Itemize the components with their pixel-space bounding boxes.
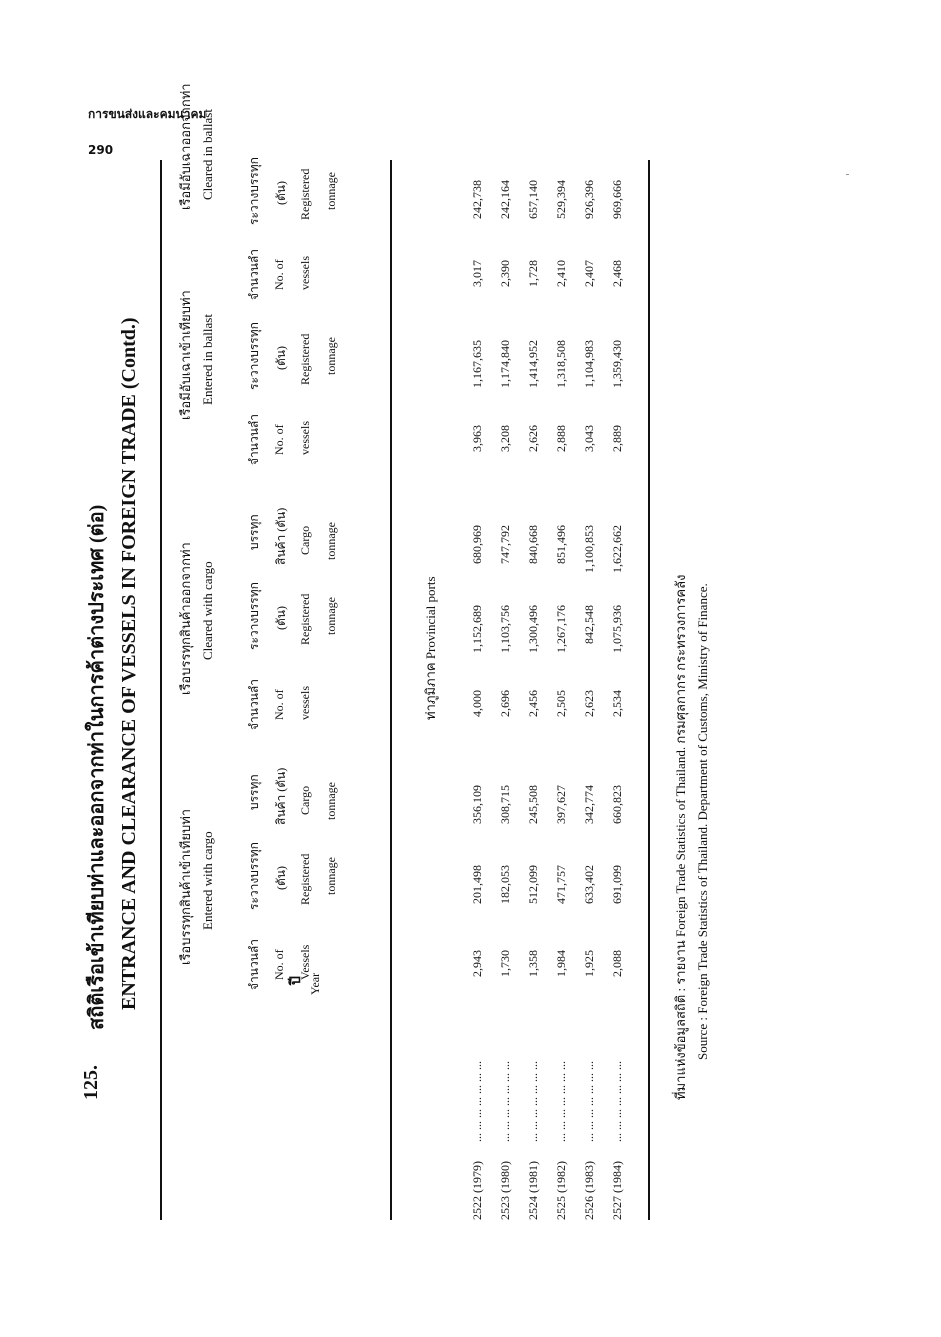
section-header: การขนส่งและคมนาคม bbox=[88, 107, 207, 121]
col-ton-thai-4: (ตัน) bbox=[274, 181, 288, 205]
cell-value: 3,043 bbox=[582, 425, 596, 452]
top-rule bbox=[160, 160, 162, 1220]
cell-value: 2,626 bbox=[526, 425, 540, 452]
col-vessels-1: Vessels bbox=[298, 944, 312, 980]
cell-value: 2,390 bbox=[498, 260, 512, 287]
cell-value: 840,668 bbox=[526, 525, 540, 564]
col-ton-thai-2: (ตัน) bbox=[274, 606, 288, 630]
row-year: 2523 (1980) bbox=[498, 1161, 512, 1220]
group-header-english-3: Entered in ballast bbox=[200, 314, 215, 405]
col-cargo-2: Cargo bbox=[298, 525, 312, 555]
cell-value: 747,792 bbox=[498, 525, 512, 564]
cell-value: 969,666 bbox=[610, 180, 624, 219]
col-count-thai-4: จำนวนลำ bbox=[247, 248, 261, 300]
cell-value: 1,414,952 bbox=[526, 340, 540, 388]
col-cargo-ton-thai-2: สินค้า (ตัน) bbox=[274, 507, 288, 565]
cell-value: 926,396 bbox=[582, 180, 596, 219]
table-number: 125. bbox=[80, 1065, 102, 1100]
cell-value: 1,622,662 bbox=[610, 525, 624, 573]
bottom-rule bbox=[648, 160, 650, 1220]
cell-value: 2,943 bbox=[470, 950, 484, 977]
col-cargo-thai-2: บรรทุก bbox=[247, 514, 261, 550]
cell-value: 2,623 bbox=[582, 690, 596, 717]
cell-value: 201,498 bbox=[470, 865, 484, 904]
row-leader-dots: ... ... ... ... ... ... ... bbox=[554, 1061, 568, 1142]
cell-value: 1,152,689 bbox=[470, 605, 484, 653]
col-tonnage-4: tonnage bbox=[324, 172, 338, 210]
cell-value: 657,140 bbox=[526, 180, 540, 219]
col-cargo-thai-1: บรรทุก bbox=[247, 774, 261, 810]
cell-value: 512,099 bbox=[526, 865, 540, 904]
page-number: 290 bbox=[88, 143, 114, 157]
cell-value: 308,715 bbox=[498, 785, 512, 824]
cell-value: 2,410 bbox=[554, 260, 568, 287]
col-registered-thai-4: ระวางบรรทุก bbox=[247, 157, 261, 225]
cell-value: 3,208 bbox=[498, 425, 512, 452]
cell-value: 2,468 bbox=[610, 260, 624, 287]
row-leader-dots: ... ... ... ... ... ... ... bbox=[470, 1061, 484, 1142]
cell-value: 691,099 bbox=[610, 865, 624, 904]
cell-value: 1,075,936 bbox=[610, 605, 624, 653]
year-header-thai: ปี bbox=[289, 976, 304, 985]
cell-value: 1,984 bbox=[554, 950, 568, 977]
table-title-english: ENTRANCE AND CLEARANCE OF VESSELS IN FOREIGN TRADE (Contd.) bbox=[118, 317, 140, 1010]
row-year: 2526 (1983) bbox=[582, 1161, 596, 1220]
table-title-thai: สถิติเรือเข้าเทียบท่าและออกจากท่าในการค้าต่างประเทศ (ต่อ) bbox=[86, 504, 108, 1030]
row-leader-dots: ... ... ... ... ... ... ... bbox=[582, 1061, 596, 1142]
source-thai: ที่มาแห่งข้อมูลสถิติ : รายงาน Foreign Trade Statistics of Thailand. กรมศุลกากร กระทรวงการคลัง bbox=[673, 574, 688, 1100]
row-year: 2525 (1982) bbox=[554, 1161, 568, 1220]
cell-value: 1,100,853 bbox=[582, 525, 596, 573]
cell-value: 1,104,983 bbox=[582, 340, 596, 388]
col-registered-1: Registered bbox=[298, 853, 312, 905]
header-rule bbox=[390, 160, 392, 1220]
cell-value: 397,627 bbox=[554, 785, 568, 824]
col-vessels-3: vessels bbox=[298, 421, 312, 455]
col-registered-2: Registered bbox=[298, 593, 312, 645]
group-header-english-1: Entered with cargo bbox=[200, 831, 215, 930]
cell-value: 4,000 bbox=[470, 690, 484, 717]
section-label: ท่าภูมิภาค Provincial ports bbox=[423, 576, 438, 720]
cell-value: 633,402 bbox=[582, 865, 596, 904]
col-no-of-4: No. of bbox=[272, 259, 286, 290]
col-tonnage-cargo-1: tonnage bbox=[324, 782, 338, 820]
cell-value: 1,925 bbox=[582, 950, 596, 977]
group-header-thai-1: เรือบรรทุกสินค้าเข้าเทียบท่า bbox=[178, 808, 193, 965]
cell-value: 842,548 bbox=[582, 605, 596, 644]
row-year: 2522 (1979) bbox=[470, 1161, 484, 1220]
col-registered-3: Registered bbox=[298, 333, 312, 385]
cell-value: 182,053 bbox=[498, 865, 512, 904]
row-leader-dots: ... ... ... ... ... ... ... bbox=[498, 1061, 512, 1142]
year-header-english: Year bbox=[308, 972, 322, 995]
col-registered-4: Registered bbox=[298, 168, 312, 220]
row-year: 2524 (1981) bbox=[526, 1161, 540, 1220]
col-tonnage-2: tonnage bbox=[324, 597, 338, 635]
col-count-thai-1: จำนวนลำ bbox=[247, 938, 261, 990]
cell-value: 245,508 bbox=[526, 785, 540, 824]
group-header-thai-2: เรือบรรทุกสินค้าออกจากท่า bbox=[178, 542, 193, 695]
cell-value: 1,728 bbox=[526, 260, 540, 287]
cell-value: 1,267,176 bbox=[554, 605, 568, 653]
col-no-of-1: No. of bbox=[272, 949, 286, 980]
col-ton-thai-3: (ตัน) bbox=[274, 346, 288, 370]
col-count-thai-2: จำนวนลำ bbox=[247, 678, 261, 730]
cell-value: 2,407 bbox=[582, 260, 596, 287]
col-no-of-3: No. of bbox=[272, 424, 286, 455]
cell-value: 851,496 bbox=[554, 525, 568, 564]
col-registered-thai-2: ระวางบรรทุก bbox=[247, 582, 261, 650]
source-english: Source : Foreign Trade Statistics of Thailand. Department of Customs, Ministry of Finance. bbox=[695, 583, 710, 1060]
row-leader-dots: ... ... ... ... ... ... ... bbox=[526, 1061, 540, 1142]
col-registered-thai-3: ระวางบรรทุก bbox=[247, 322, 261, 390]
cell-value: 2,889 bbox=[610, 425, 624, 452]
cell-value: 529,394 bbox=[554, 180, 568, 219]
scan-speck bbox=[846, 174, 849, 175]
cell-value: 1,318,508 bbox=[554, 340, 568, 388]
col-tonnage-3: tonnage bbox=[324, 337, 338, 375]
cell-value: 356,109 bbox=[470, 785, 484, 824]
cell-value: 1,167,635 bbox=[470, 340, 484, 388]
col-no-of-2: No. of bbox=[272, 689, 286, 720]
cell-value: 1,174,840 bbox=[498, 340, 512, 388]
cell-value: 1,358 bbox=[526, 950, 540, 977]
cell-value: 660,823 bbox=[610, 785, 624, 824]
cell-value: 1,103,756 bbox=[498, 605, 512, 653]
cell-value: 2,088 bbox=[610, 950, 624, 977]
cell-value: 242,164 bbox=[498, 180, 512, 219]
cell-value: 2,534 bbox=[610, 690, 624, 717]
group-header-english-2: Cleared with cargo bbox=[200, 561, 215, 660]
cell-value: 680,969 bbox=[470, 525, 484, 564]
cell-value: 342,774 bbox=[582, 785, 596, 824]
col-tonnage-1: tonnage bbox=[324, 857, 338, 895]
col-vessels-4: vessels bbox=[298, 256, 312, 290]
cell-value: 2,505 bbox=[554, 690, 568, 717]
group-header-thai-3: เรือมีอับเฉาเข้าเทียบท่า bbox=[178, 290, 193, 420]
cell-value: 2,888 bbox=[554, 425, 568, 452]
cell-value: 1,359,430 bbox=[610, 340, 624, 388]
col-ton-thai-1: (ตัน) bbox=[274, 866, 288, 890]
col-count-thai-3: จำนวนลำ bbox=[247, 413, 261, 465]
cell-value: 242,738 bbox=[470, 180, 484, 219]
cell-value: 471,757 bbox=[554, 865, 568, 904]
col-cargo-1: Cargo bbox=[298, 785, 312, 815]
cell-value: 2,456 bbox=[526, 690, 540, 717]
group-header-thai-4: เรือมีอับเฉาออกจากท่า bbox=[178, 83, 193, 210]
row-year: 2527 (1984) bbox=[610, 1161, 624, 1220]
col-tonnage-cargo-2: tonnage bbox=[324, 522, 338, 560]
cell-value: 3,963 bbox=[470, 425, 484, 452]
cell-value: 2,696 bbox=[498, 690, 512, 717]
cell-value: 1,300,496 bbox=[526, 605, 540, 653]
cell-value: 1,730 bbox=[498, 950, 512, 977]
row-leader-dots: ... ... ... ... ... ... ... bbox=[610, 1061, 624, 1142]
col-vessels-2: vessels bbox=[298, 686, 312, 720]
col-registered-thai-1: ระวางบรรทุก bbox=[247, 842, 261, 910]
cell-value: 3,017 bbox=[470, 260, 484, 287]
group-header-english-4: Cleared in ballast bbox=[200, 109, 215, 200]
col-cargo-ton-thai-1: สินค้า (ตัน) bbox=[274, 767, 288, 825]
rotated-table-page bbox=[80, 40, 730, 1220]
